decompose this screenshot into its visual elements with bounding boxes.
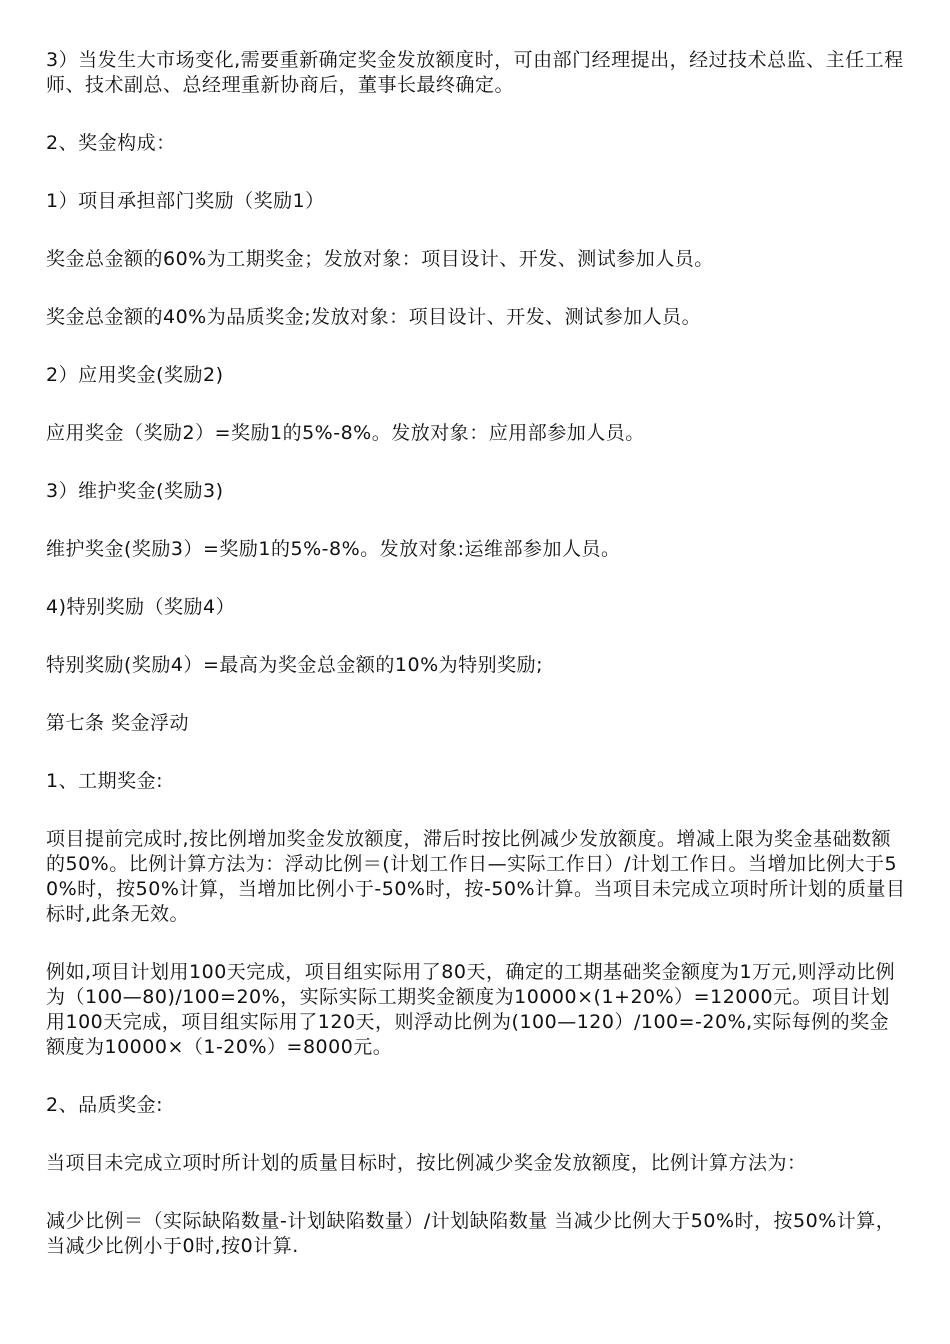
paragraph-quality-bonus-share: 奖金总金额的40%为品质奖金;发放对象：项目设计、开发、测试参加人员。 [46, 306, 702, 328]
paragraph-schedule-bonus-example: 例如,项目计划用100天完成，项目组实际用了80天，确定的工期基础奖金额度为1万元,则浮动比例为（100—80)/100=20%，实际实际工期奖金额度为10000×(1+20%）=12000元。项目计划用100天完成，项目组实际用了120天，则浮动比例为(100—120）/100=-20%,实际每例的奖金额度为10000×（1-20%）=8000元。 [46, 961, 896, 1058]
heading-bonus-composition: 2、奖金构成： [46, 132, 176, 154]
heading-reward-2: 2）应用奖金(奖励2) [46, 364, 224, 386]
heading-schedule-bonus: 1、工期奖金: [46, 770, 163, 792]
paragraph-quality-bonus-rule: 当项目未完成立项时所计划的质量目标时，按比例减少奖金发放额度，比例计算方法为： [46, 1152, 807, 1174]
paragraph-maintenance-bonus: 维护奖金(奖励3）=奖励1的5%-8%。发放对象:运维部参加人员。 [46, 538, 621, 560]
heading-reward-3: 3）维护奖金(奖励3) [46, 480, 224, 502]
paragraph-reduction-formula: 减少比例＝（实际缺陷数量-计划缺陷数量）/计划缺陷数量 当减少比例大于50%时，按50%计算，当减少比例小于0时,按0计算. [46, 1210, 896, 1257]
paragraph-application-bonus: 应用奖金（奖励2）=奖励1的5%-8%。发放对象：应用部参加人员。 [46, 422, 645, 444]
heading-reward-1: 1）项目承担部门奖励（奖励1） [46, 190, 325, 212]
paragraph-special-bonus: 特别奖励(奖励4）=最高为奖金总金额的10%为特别奖励; [46, 654, 544, 676]
document-body [46, 48, 908, 1259]
paragraph-bonus-adjustment: 3）当发生大市场变化,需要重新确定奖金发放额度时，可由部门经理提出，经过技术总监、主任工程师、技术副总、总经理重新协商后，董事长最终确定。 [46, 49, 904, 96]
heading-reward-4: 4)特别奖励（奖励4） [46, 596, 236, 618]
heading-article-7: 第七条 奖金浮动 [46, 712, 190, 734]
paragraph-schedule-bonus-rule: 项目提前完成时,按比例增加奖金发放额度，滞后时按比例减少发放额度。增减上限为奖金基础数额的50%。比例计算方法为：浮动比例＝(计划工作日—实际工作日）/计划工作日。当增加比例大于50%时，按50%计算，当增加比例小于-50%时，按-50%计算。当项目未完成立项时所计划的质量目标时,此条无效。 [46, 828, 906, 925]
paragraph-schedule-bonus-share: 奖金总金额的60%为工期奖金；发放对象：项目设计、开发、测试参加人员。 [46, 248, 714, 270]
heading-quality-bonus: 2、品质奖金: [46, 1094, 163, 1116]
